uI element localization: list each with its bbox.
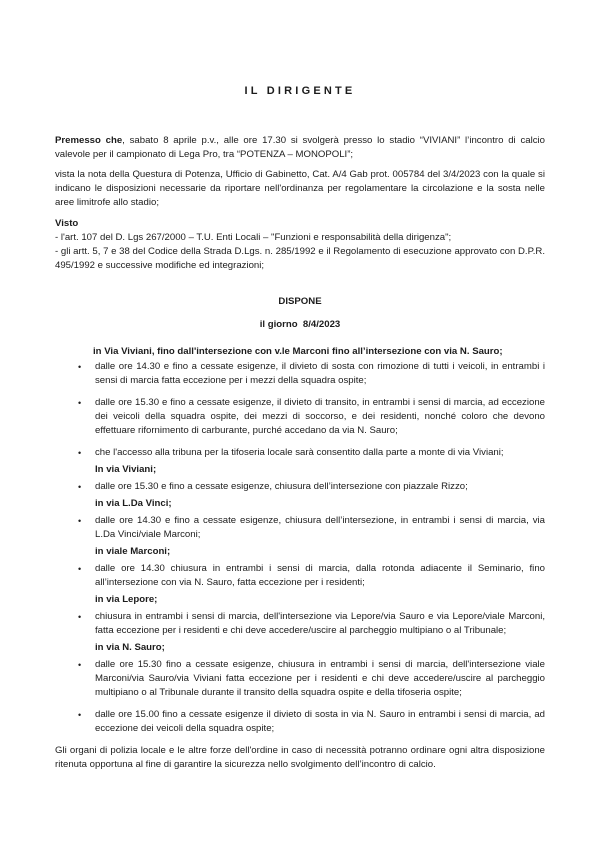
bullet-icon: • xyxy=(78,660,82,670)
date-line: il giorno 8/4/2023 xyxy=(259,319,341,330)
bullet-icon: • xyxy=(78,516,82,526)
bullet-item xyxy=(77,562,545,590)
bullet-item xyxy=(77,360,545,388)
visto-block xyxy=(55,217,545,273)
bullet-icon: • xyxy=(78,710,82,720)
bullet-text: dalle ore 15.00 fino a cessate esigenze il divieto di sosta in via N. Sauro in entrambi i sensi di marcia, ad eccezione dei veicoli della squadra ospite; xyxy=(95,709,545,734)
premesso-text: , sabato 8 aprile p.v., alle ore 17.30 si svolgerà presso lo stadio “VIVIANI” l’incontro di calcio valevole per il campionato di Lega Pro, tra “POTENZA – MONOPOLI”; xyxy=(55,135,545,160)
vista-paragraph: vista la nota della Questura di Potenza, Ufficio di Gabinetto, Cat. A/4 Gab prot. 005784 del 3/4/2023 con la quale si indicano le disposizioni necessarie da riportare nell'ordinanza per regolamentare la circolazione e la sosta nelle aree limitrofe allo stadio; xyxy=(55,169,545,208)
bullet-item xyxy=(77,610,545,638)
subheading-in-via-lepore: in via Lepore; xyxy=(95,594,158,605)
visto-item-codice-strada: - gli artt. 5, 7 e 38 del Codice della Strada D.Lgs. n. 285/1992 e il Regolamento di esecuzione approvato con D.P.R. 495/1992 e successive modifiche ed integrazioni; xyxy=(55,246,545,271)
bullet-item xyxy=(77,708,545,736)
bullet-icon: • xyxy=(78,398,82,408)
premesso-paragraph xyxy=(55,134,545,162)
bullet-item xyxy=(77,480,545,494)
bullet-item xyxy=(77,446,545,460)
closing-paragraph: Gli organi di polizia locale e le altre forze dell'ordine in caso di necessità potranno ordinare ogni altra disposizione ritenuta opportuna al fine di garantire la sicurezza nello svolgimento dell’incontro di calcio. xyxy=(55,745,545,770)
bullet-icon: • xyxy=(78,564,82,574)
bullet-icon: • xyxy=(78,482,82,492)
bullet-text: dalle ore 15.30 e fino a cessate esigenze, il divieto di transito, in entrambi i sensi di marcia, ad eccezione dei veicoli della squadra ospite, dei mezzi di soccorso, e dei residenti, nonché coloro che devono effettuare rifornimento di carburante, purché accedano da via N. Sauro; xyxy=(95,397,545,436)
section-heading-via-viviani: in Via Viviani, fino dall'intersezione con v.le Marconi fino all’intersezione con via N. Sauro; xyxy=(93,346,503,357)
bullet-text: dalle ore 15.30 fino a cessate esigenze, chiusura in entrambi i sensi di marcia, dell'intersezione viale Marconi/via Sauro/via Viviani fatta eccezione per i residenti e chi deve accedere/uscire al parcheggio multipiano o al Tribunale durante il transito della squadra ospite e della tifoseria ospite; xyxy=(95,659,545,698)
bullet-icon: • xyxy=(78,448,82,458)
visto-item-art107: - l'art. 107 del D. Lgs 267/2000 – T.U. Enti Locali – "Funzioni e responsabilità della dirigenza"; xyxy=(55,232,452,243)
bullet-text: dalle ore 15.30 e fino a cessate esigenze, chiusura dell’intersezione con piazzale Rizzo; xyxy=(95,481,468,492)
bullet-text: dalle ore 14.30 chiusura in entrambi i sensi di marcia, dalla rotonda adiacente il Seminario, fino all’intersezione con via N. Sauro, fatta eccezione per i residenti; xyxy=(95,563,545,588)
document-title: IL DIRIGENTE xyxy=(244,85,356,97)
dispositions-list xyxy=(55,345,545,736)
dispone-heading: DISPONE xyxy=(278,296,322,307)
subheading-in-via-viviani: In via Viviani; xyxy=(95,464,157,475)
subheading-in-via-l-da-vinci: in via L.Da Vinci; xyxy=(95,498,172,509)
bullet-text: chiusura in entrambi i sensi di marcia, dell'intersezione via Lepore/via Sauro e via Lepore/viale Marconi, fatta eccezione per i residenti e chi deve accedere/uscire al parcheggio multipiano o al Tribunale; xyxy=(95,611,545,636)
bullet-item xyxy=(77,658,545,700)
bullet-item xyxy=(77,396,545,438)
bullet-text: che l'accesso alla tribuna per la tifoseria locale sarà consentito dalla parte a monte di via Viviani; xyxy=(95,447,504,458)
premesso-lead: Premesso che xyxy=(55,135,123,146)
subheading-in-viale-marconi: in viale Marconi; xyxy=(95,546,171,557)
bullet-item xyxy=(77,514,545,542)
visto-heading: Visto xyxy=(55,218,79,229)
bullet-text: dalle ore 14.30 e fino a cessate esigenze, chiusura dell’intersezione, in entrambi i sensi di marcia, via L.Da Vinci/viale Marconi; xyxy=(95,515,545,540)
bullet-text: dalle ore 14.30 e fino a cessate esigenze, il divieto di sosta con rimozione di tutti i veicoli, in entrambi i sensi di marcia fatta eccezione per i mezzi della squadra ospite; xyxy=(95,361,545,386)
bullet-icon: • xyxy=(78,362,82,372)
bullet-icon: • xyxy=(78,612,82,622)
subheading-in-via-n-sauro: in via N. Sauro; xyxy=(95,642,165,653)
